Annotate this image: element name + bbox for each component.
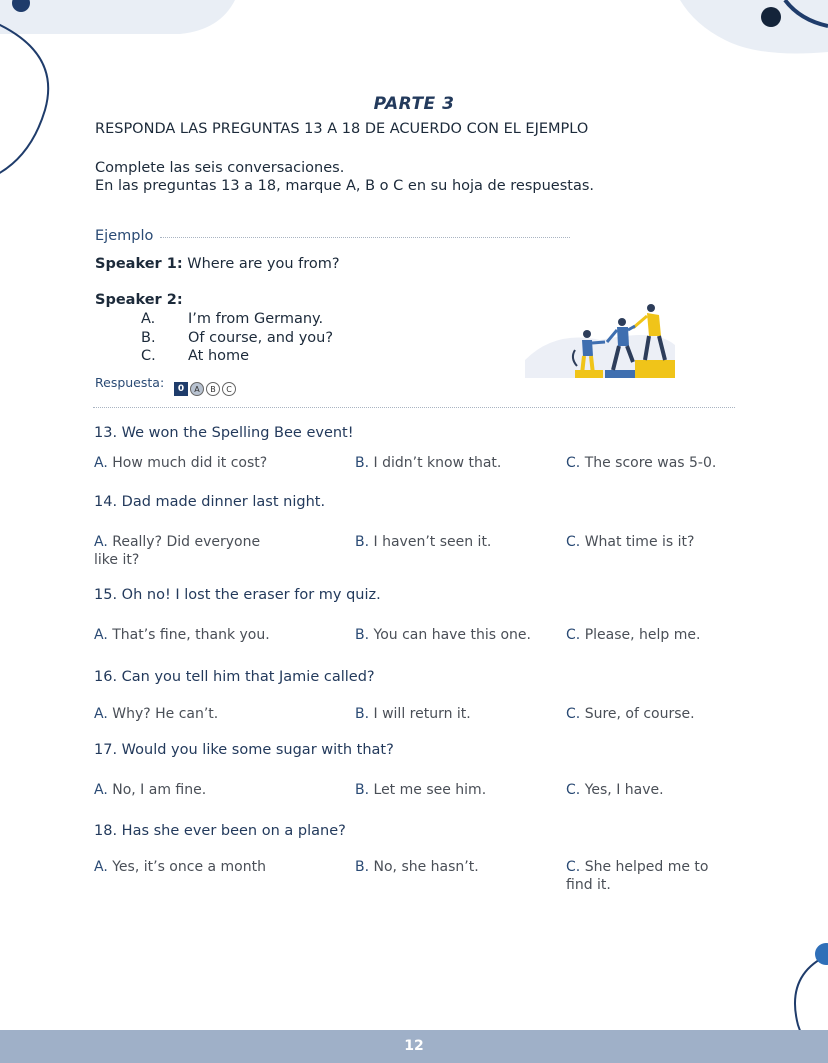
answer-option [566,533,736,551]
answer-text: I haven’t seen it. [373,534,492,550]
answer-letter: B. [355,455,370,471]
answer-option [355,858,555,876]
speaker-1-label: Speaker 1: [95,256,183,272]
answer-text: I will return it. [373,706,471,722]
answer-option [566,626,736,644]
instruction-line-1: Complete las seis conversaciones. [95,160,345,176]
answer-text: Sure, of course. [584,706,695,722]
example-divider [160,237,570,238]
answer-option [566,454,736,472]
question-13: 13. We won the Spelling Bee event! [94,425,354,441]
answer-option [566,705,736,723]
question-18: 18. Has she ever been on a plane? [94,823,346,839]
example-option-letter: A. [141,311,156,327]
answer-letter: A. [94,627,108,643]
answer-number: 0 [174,382,188,396]
answer-option [355,533,555,551]
answer-letter: A. [94,859,108,875]
answer-letter: C. [566,627,581,643]
answer-option [355,705,555,723]
answer-text: You can have this one. [373,627,531,643]
answer-letter: A. [94,706,108,722]
example-option-letter: B. [141,330,156,346]
answer-label: Respuesta: [95,375,165,390]
answer-text: Why? He can’t. [112,706,219,722]
answer-text: The score was 5-0. [584,455,717,471]
section-divider [93,407,735,408]
answer-option [94,781,324,799]
answer-bubble-c: C [222,382,236,396]
answer-option [566,858,716,894]
answer-letter: C. [566,859,581,875]
answer-letter: C. [566,534,581,550]
answer-text: What time is it? [584,534,695,550]
speaker-2-label: Speaker 2: [95,292,183,308]
example-option-letter: C. [141,348,156,364]
answer-option [355,454,555,472]
answer-letter: B. [355,627,370,643]
answer-option [94,533,274,569]
answer-letter: C. [566,706,581,722]
answer-text: No, I am fine. [112,782,207,798]
answer-option [355,626,555,644]
section-heading: RESPONDA LAS PREGUNTAS 13 A 18 DE ACUERDO CON EL EJEMPLO [95,121,589,137]
answer-letter: B. [355,859,370,875]
answer-text: How much did it cost? [112,455,268,471]
speaker-1-line [95,256,340,272]
page-title: PARTE 3 [373,94,455,114]
instruction-line-2: En las preguntas 13 a 18, marque A, B o C en su hoja de respuestas. [95,178,595,194]
example-label: Ejemplo [95,228,154,244]
example-option-text: I’m from Germany. [188,311,324,327]
answer-option [94,705,324,723]
speaker-1-text: Where are you from? [187,256,340,272]
example-option-text: At home [188,348,250,364]
page-number: 12 [404,1038,424,1054]
answer-text: That’s fine, thank you. [112,627,270,643]
answer-text: I didn’t know that. [373,455,502,471]
answer-letter: A. [94,455,108,471]
question-15: 15. Oh no! I lost the eraser for my quiz. [94,587,381,603]
answer-text: Really? Did everyone like it? [94,534,261,568]
answer-text: No, she hasn’t. [373,859,479,875]
question-14: 14. Dad made dinner last night. [94,494,326,510]
speaker-2-line [95,292,183,308]
answer-option [566,781,736,799]
answer-text: Yes, it’s once a month [112,859,266,875]
answer-bubble-b: B [206,382,220,396]
answer-letter: C. [566,782,581,798]
answer-option [355,781,555,799]
top-right-decoration [640,0,828,60]
question-17: 17. Would you like some sugar with that? [94,742,394,758]
answer-bubble-a: A [190,382,204,396]
answer-option [94,454,324,472]
answer-text: Let me see him. [373,782,487,798]
example-option-text: Of course, and you? [188,330,334,346]
answer-text: Please, help me. [584,627,701,643]
question-16: 16. Can you tell him that Jamie called? [94,669,375,685]
answer-letter: B. [355,782,370,798]
answer-option [94,858,324,876]
answer-letter: B. [355,534,370,550]
answer-letter: A. [94,534,108,550]
answer-letter: C. [566,455,581,471]
answer-option [94,626,324,644]
answer-text: She helped me to find it. [566,859,709,893]
answer-sheet-sample [174,381,236,397]
teamwork-illustration [525,300,685,382]
answer-letter: A. [94,782,108,798]
answer-text: Yes, I have. [584,782,664,798]
answer-letter: B. [355,706,370,722]
